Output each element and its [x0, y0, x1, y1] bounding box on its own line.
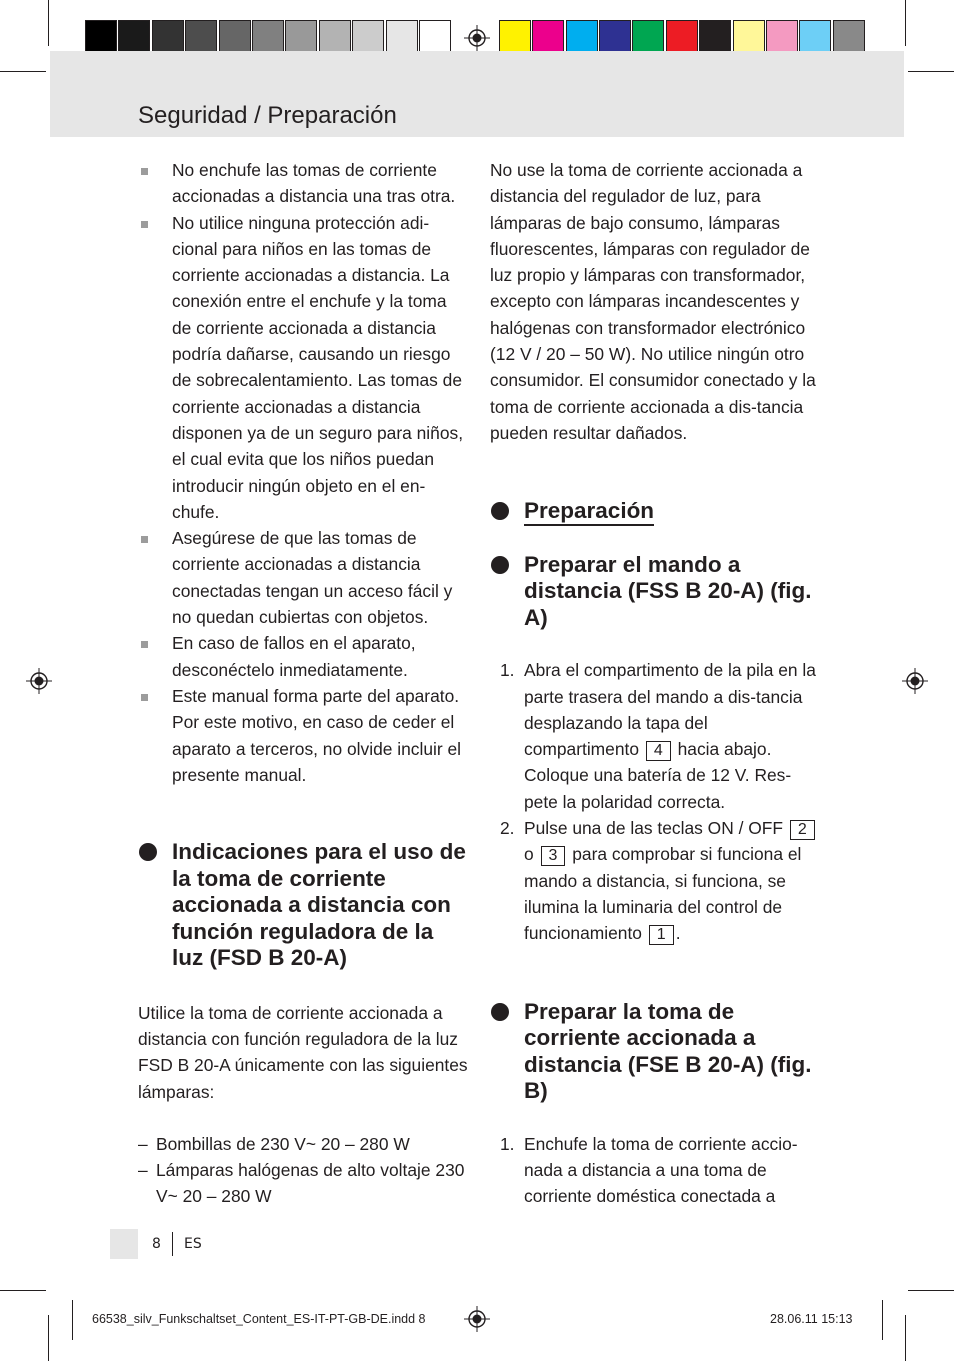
crop-mark — [0, 1290, 46, 1291]
bullet-dot-icon — [491, 502, 509, 520]
dimmer-paragraph: Utilice la toma de corriente accionada a distancia con función reguladora de la luz FSD B 20-A únicamente con las siguientes lámparas: — [138, 1002, 468, 1102]
figure-ref-box: 3 — [541, 846, 566, 866]
crop-mark — [882, 1300, 883, 1340]
square-bullet-icon — [141, 536, 148, 543]
crop-mark — [908, 1290, 954, 1291]
socket-steps — [490, 1131, 822, 1210]
square-bullet-icon — [141, 694, 148, 701]
section-heading-remote: Preparar el mando a distancia (FSS B 20-A) (fig. A) — [490, 552, 822, 632]
color-swatch — [252, 20, 284, 53]
color-swatch — [666, 20, 698, 53]
list-item: 1. Abra el compartimento de la pila en la parte trasera del mando a dis-tancia desplazando la tapa del compartimento 4 hacia abajo. Coloque una batería de 12 V. Res-pete la polaridad correcta. — [500, 660, 816, 812]
color-swatch — [499, 20, 531, 53]
language-code: ES — [184, 1236, 202, 1252]
list-item: 2. Pulse una de las teclas ON / OFF 2 o 3 para comprobar si funciona el mando a distancia, si funciona, se ilumina la luminaria del control de funcionamiento 1 . — [490, 815, 822, 946]
list-item: Asegúrese de que las tomas de corriente accionadas a distancia conectadas tengan un acceso fácil y no quedan cubiertas con objetos. — [138, 525, 468, 630]
registration-mark-icon — [902, 668, 928, 694]
page-title: Seguridad / Preparación — [138, 102, 397, 129]
color-swatch — [319, 20, 351, 53]
color-swatch — [699, 20, 731, 53]
color-swatch — [566, 20, 598, 53]
color-swatch — [799, 20, 831, 53]
crop-mark — [905, 1315, 906, 1361]
safety-bullet-list — [138, 157, 468, 788]
bullet-dot-icon — [139, 843, 157, 861]
bullet-dot-icon — [491, 1003, 509, 1021]
list-item: – Bombillas de 230 V~ 20 – 280 W — [138, 1133, 410, 1154]
figure-ref-box: 4 — [646, 741, 671, 761]
color-swatch — [632, 20, 664, 53]
color-swatch — [386, 20, 418, 53]
square-bullet-icon — [141, 221, 148, 228]
color-swatch — [532, 20, 564, 53]
print-slug-filename: 66538_silv_Funkschaltset_Content_ES-IT-PT-GB-DE.indd 8 — [92, 1312, 426, 1326]
color-swatch — [118, 20, 150, 53]
left-column — [138, 157, 468, 1210]
list-item: En caso de fallos en el aparato, desconéctelo inmediatamente. — [138, 630, 468, 683]
section-heading-socket: Preparar la toma de corriente accionada a distancia (FSE B 20-A) (fig. B) — [490, 999, 822, 1105]
square-bullet-icon — [141, 641, 148, 648]
color-swatch — [599, 20, 631, 53]
crop-mark — [0, 71, 46, 72]
footer-tab — [110, 1229, 138, 1259]
figure-ref-box: 1 — [649, 925, 674, 945]
remote-steps — [490, 657, 822, 946]
color-swatch — [85, 20, 117, 53]
section-heading-preparation: Preparación — [490, 498, 822, 525]
print-slug-date: 28.06.11 15:13 — [770, 1312, 853, 1326]
color-swatch — [419, 20, 451, 53]
color-swatch — [152, 20, 184, 53]
list-item: Este manual forma parte del aparato. Por este motivo, en caso de ceder el aparato a terceros, no olvide incluir el presente manual. — [138, 683, 468, 788]
color-swatch — [352, 20, 384, 53]
crop-mark — [905, 0, 906, 46]
figure-ref-box: 2 — [790, 820, 815, 840]
crop-mark — [908, 71, 954, 72]
registration-mark-icon — [464, 1306, 490, 1332]
section-heading-dimmer: Indicaciones para el uso de la toma de corriente accionada a distancia con función reguladora de la luz (FSD B 20-A) — [138, 839, 468, 972]
right-column — [490, 157, 822, 1209]
lamp-list — [138, 1131, 468, 1210]
color-swatch — [185, 20, 217, 53]
color-swatch — [733, 20, 765, 53]
list-item: – Lámparas halógenas de alto voltaje 230 V~ 20 – 280 W — [138, 1160, 465, 1207]
color-calibration-bar — [85, 20, 866, 53]
list-item: No utilice ninguna protección adi-cional para niños en las tomas de corriente accionadas a distancia. La conexión entre el enchufe y la toma de corriente accionada a distancia podría dañarse, causando un riesgo de sobrecalentamiento. Las tomas de corriente accionadas a distancia disponen ya de un seguro para niños, el cual evita que los niños puedan introducir ningún objeto en el en-chufe. — [138, 210, 468, 526]
right-paragraph: No use la toma de corriente accionada a distancia del regulador de luz, para lámparas de bajo consumo, lámparas fluorescentes, lámparas con regulador de luz propio y lámparas con transformador, excepto con lámparas incandescentes y halógenas con transformador electrónico (12 V / 20 – 50 W). No utilice ningún otro consumidor. El consumidor conectado y la toma de corriente accionada a dis-tancia pueden resultar dañados. — [490, 160, 816, 443]
crop-mark — [72, 1300, 73, 1340]
crop-mark — [48, 0, 49, 46]
color-swatch — [219, 20, 251, 53]
color-swatch — [766, 20, 798, 53]
color-swatch — [833, 20, 865, 53]
registration-mark-icon — [26, 668, 52, 694]
color-swatch — [285, 20, 317, 53]
list-item: No enchufe las tomas de corriente accionadas a distancia una tras otra. — [138, 157, 468, 210]
square-bullet-icon — [141, 168, 148, 175]
crop-mark — [48, 1315, 49, 1361]
page-number: 8 — [152, 1236, 161, 1252]
bullet-dot-icon — [491, 556, 509, 574]
list-item: 1. Enchufe la toma de corriente accio-nada a distancia a una toma de corriente doméstica conectada a — [500, 1133, 798, 1207]
footer-divider — [172, 1232, 173, 1256]
